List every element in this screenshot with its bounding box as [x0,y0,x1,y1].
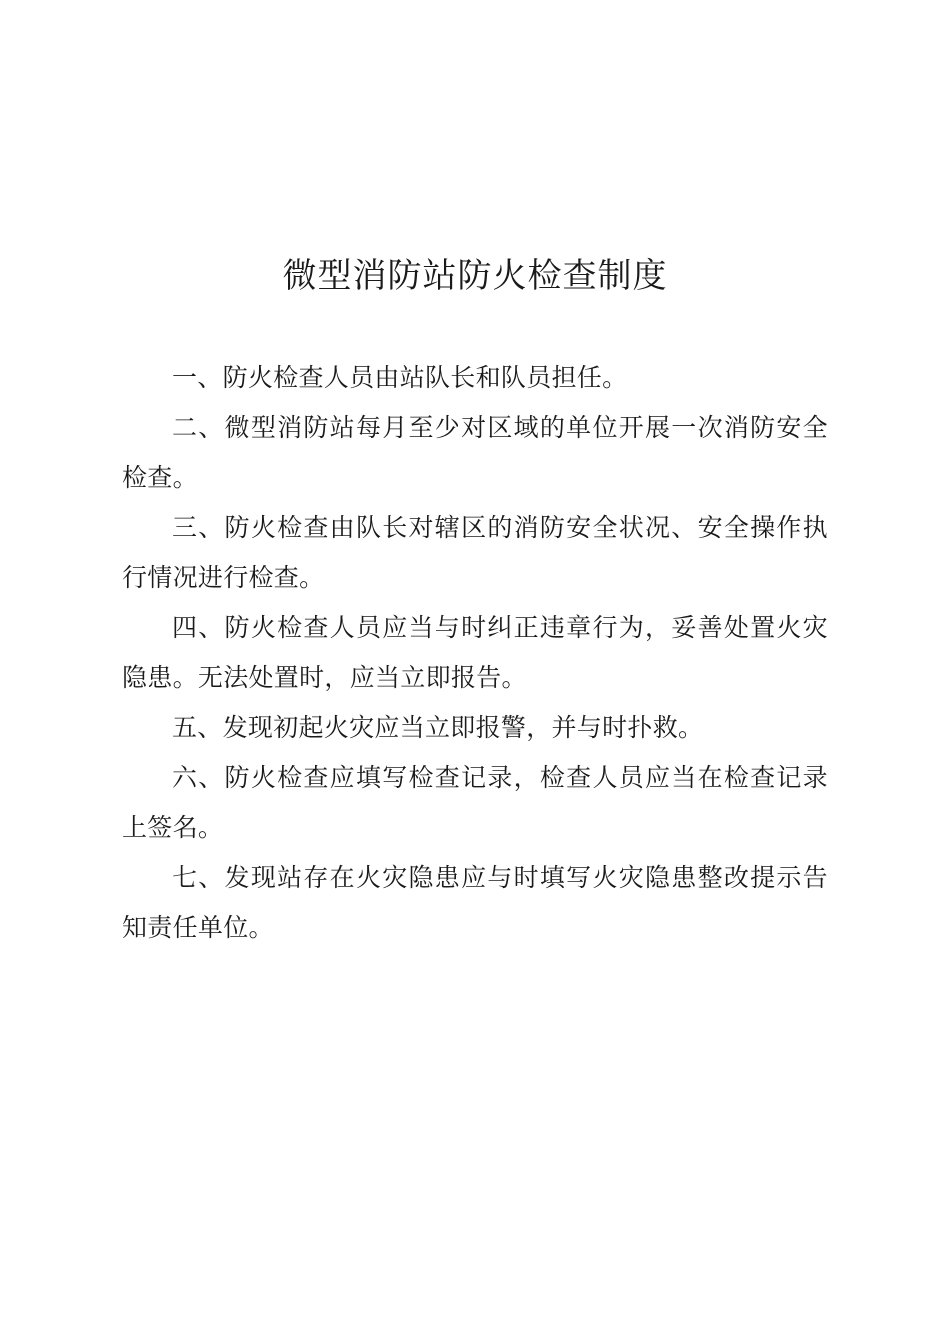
clause-6: 六、防火检查应填写检查记录，检查人员应当在检查记录上签名。 [122,763,828,842]
page-title: 微型消防站防火检查制度 [282,256,668,296]
clause-3: 三、防火检查由队长对辖区的消防安全状况、安全操作执行情况进行检查。 [122,513,828,592]
clause-4: 四、防火检查人员应当与时纠正违章行为，妥善处置火灾隐患。无法处置时，应当立即报告。 [122,613,828,692]
document-body [122,353,828,953]
clause-1: 一、防火检查人员由站队长和队员担任。 [172,363,628,392]
clause-2: 二、微型消防站每月至少对区域的单位开展一次消防安全检查。 [122,413,828,492]
clause-5: 五、发现初起火灾应当立即报警，并与时扑救。 [172,713,704,742]
clause-7: 七、发现站存在火灾隐患应与时填写火灾隐患整改提示告知责任单位。 [122,863,828,942]
